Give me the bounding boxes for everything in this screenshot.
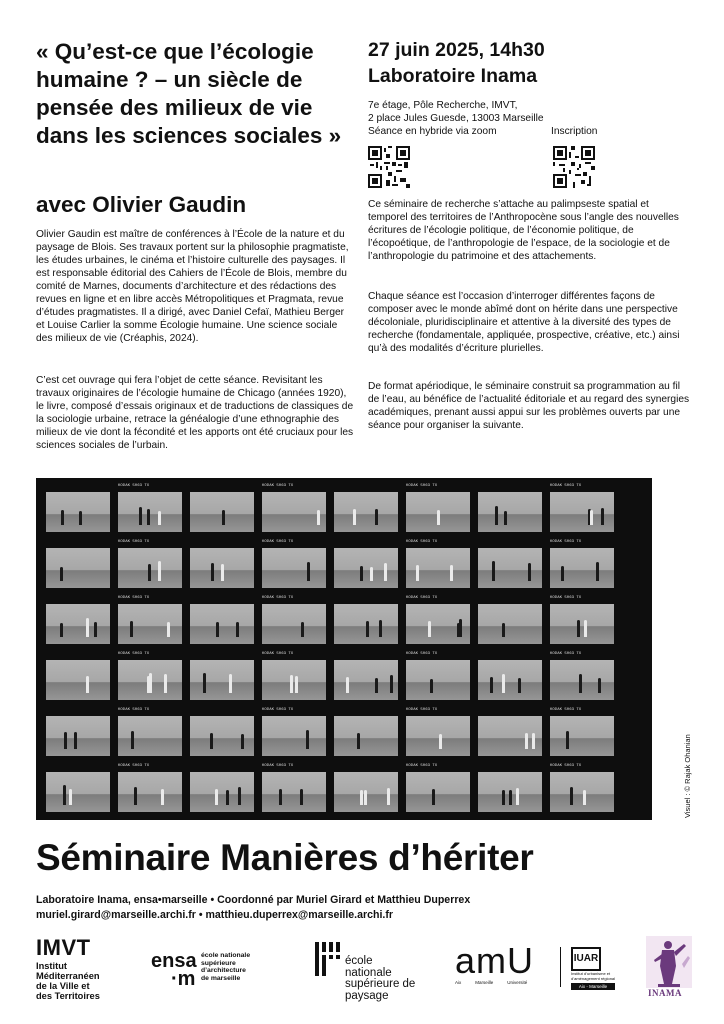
seminar-description-3: De format apériodique, le séminaire construit sa programmation au fil de l’eau, au bénéfice de l’actualité éditoriale et au regard des synergies académiques, prenant aussi appui sur les problèmes ouverts par une séance pour organiser la suivante. bbox=[368, 381, 690, 431]
film-frame bbox=[262, 492, 326, 532]
pedestrian-figure bbox=[583, 790, 586, 805]
film-frame bbox=[190, 772, 254, 812]
film-edge-label: KODAK 5063 TX bbox=[118, 540, 150, 544]
film-frame bbox=[262, 660, 326, 700]
contact-sheet-photo bbox=[36, 478, 652, 820]
film-strip-row bbox=[36, 764, 652, 820]
event-date: 27 juin 2025, 14h30 bbox=[368, 39, 545, 61]
pedestrian-figure bbox=[364, 790, 367, 805]
pedestrian-figure bbox=[79, 511, 82, 525]
pedestrian-figure bbox=[222, 510, 225, 525]
pedestrian-figure bbox=[221, 564, 224, 581]
pedestrian-figure bbox=[158, 511, 161, 525]
paysage-grid-icon bbox=[315, 942, 347, 976]
speaker-bio: Olivier Gaudin est maître de conférences à l’École de la nature et du paysage de Blois. Ses travaux portent sur la philosophie pragmatiste, les études urbaines, le cinéma et l’histoire culturelle des paysages. Il est responsable éditorial des Cahiers de l’École de Blois, membre du comité de Marnes, documents d’architecture et des rédactions des revues en ligne et en libre accès Métropolitiques et Pragmata, revue d’études pragmatistes. Il a dirigé, avec Daniel Cefaï, Mathieu Berger et Louise Carlier la somme Écologie humaine. Une science sociale des milieux de vie (Créaphis, 2024). bbox=[36, 229, 349, 344]
pedestrian-figure bbox=[69, 789, 72, 805]
pedestrian-figure bbox=[134, 787, 137, 805]
pedestrian-figure bbox=[211, 563, 214, 581]
logo-divider bbox=[560, 947, 561, 987]
film-frame bbox=[118, 604, 182, 644]
film-edge-label: KODAK 5063 TX bbox=[550, 484, 582, 488]
pedestrian-figure bbox=[167, 622, 170, 637]
film-frame bbox=[118, 716, 182, 756]
pedestrian-figure bbox=[301, 622, 304, 637]
amu-logo-sub: Marseille bbox=[475, 980, 494, 985]
pedestrian-figure bbox=[360, 790, 363, 805]
pedestrian-figure bbox=[357, 733, 360, 749]
pedestrian-figure bbox=[577, 620, 580, 637]
film-frame bbox=[334, 772, 398, 812]
pedestrian-figure bbox=[147, 509, 150, 525]
pedestrian-figure bbox=[290, 675, 293, 694]
film-edge-label: KODAK 5063 TX bbox=[262, 484, 294, 488]
film-frame bbox=[334, 716, 398, 756]
pedestrian-figure bbox=[502, 790, 505, 805]
pedestrian-figure bbox=[430, 679, 433, 693]
organizers-line: Laboratoire Inama, ensa•marseille • Coordonné par Muriel Girard et Matthieu Duperrex bbox=[36, 894, 471, 906]
film-frame bbox=[478, 604, 542, 644]
pedestrian-figure bbox=[590, 510, 593, 525]
pedestrian-figure bbox=[561, 566, 564, 581]
film-frame bbox=[478, 660, 542, 700]
film-frame bbox=[550, 660, 614, 700]
film-frame bbox=[118, 492, 182, 532]
film-frame bbox=[190, 604, 254, 644]
film-edge-label: KODAK 5063 TX bbox=[118, 596, 150, 600]
pedestrian-figure bbox=[210, 733, 213, 749]
ensa-logo-line: supérieure bbox=[201, 959, 236, 967]
film-frame bbox=[262, 604, 326, 644]
pedestrian-figure bbox=[390, 675, 393, 693]
film-frame bbox=[406, 772, 470, 812]
pedestrian-figure bbox=[601, 508, 604, 525]
iuar-logo-bar: Aix - Marseille bbox=[571, 983, 615, 990]
film-strip-row bbox=[36, 484, 652, 540]
film-frame bbox=[334, 660, 398, 700]
event-address bbox=[368, 100, 544, 125]
film-frame bbox=[406, 716, 470, 756]
pedestrian-figure bbox=[570, 787, 573, 805]
film-strip-row bbox=[36, 540, 652, 596]
film-frame bbox=[406, 492, 470, 532]
film-edge-label: KODAK 5063 TX bbox=[550, 540, 582, 544]
paysage-logo-line: supérieure de bbox=[345, 978, 416, 990]
pedestrian-figure bbox=[518, 678, 521, 693]
pedestrian-figure bbox=[317, 510, 320, 525]
pedestrian-figure bbox=[525, 733, 528, 749]
pedestrian-figure bbox=[241, 734, 244, 749]
film-edge-label: KODAK 5063 TX bbox=[406, 596, 438, 600]
film-strip-row bbox=[36, 708, 652, 764]
paysage-logo-line: école bbox=[345, 955, 373, 967]
ensa-marseille-logo bbox=[151, 950, 251, 990]
pedestrian-figure bbox=[379, 620, 382, 637]
pedestrian-figure bbox=[307, 562, 310, 581]
film-frame bbox=[190, 660, 254, 700]
film-edge-label: KODAK 5063 TX bbox=[118, 708, 150, 712]
ensa-logo-line: de marseille bbox=[201, 974, 241, 982]
pedestrian-figure bbox=[346, 677, 349, 693]
pedestrian-figure bbox=[528, 563, 531, 581]
film-frame bbox=[46, 548, 110, 588]
film-edge-label: KODAK 5063 TX bbox=[550, 764, 582, 768]
film-edge-label: KODAK 5063 TX bbox=[406, 652, 438, 656]
film-frame bbox=[550, 604, 614, 644]
pedestrian-figure bbox=[370, 567, 373, 581]
film-edge-label: KODAK 5063 TX bbox=[406, 764, 438, 768]
pedestrian-figure bbox=[532, 733, 535, 749]
pedestrian-figure bbox=[158, 561, 161, 581]
pedestrian-figure bbox=[437, 510, 440, 525]
pedestrian-figure bbox=[215, 789, 218, 805]
amu-logo-sub: Université bbox=[507, 980, 528, 985]
film-edge-label: KODAK 5063 TX bbox=[118, 484, 150, 488]
pedestrian-figure bbox=[450, 565, 453, 581]
film-frame bbox=[550, 772, 614, 812]
film-strip-row bbox=[36, 652, 652, 708]
film-strip-row bbox=[36, 596, 652, 652]
pedestrian-figure bbox=[216, 622, 219, 637]
pedestrian-figure bbox=[502, 674, 505, 693]
film-edge-label: KODAK 5063 TX bbox=[550, 596, 582, 600]
pedestrian-figure bbox=[495, 506, 498, 525]
film-frame bbox=[478, 772, 542, 812]
pedestrian-figure bbox=[60, 567, 63, 581]
film-frame bbox=[46, 660, 110, 700]
film-frame bbox=[334, 548, 398, 588]
pedestrian-figure bbox=[130, 621, 133, 637]
iuar-logo-small: Institut d’urbanisme et d’aménagement régional bbox=[571, 971, 616, 981]
film-edge-label: KODAK 5063 TX bbox=[406, 540, 438, 544]
film-edge-label: KODAK 5063 TX bbox=[262, 708, 294, 712]
film-edge-label: KODAK 5063 TX bbox=[406, 484, 438, 488]
pedestrian-figure bbox=[94, 622, 97, 637]
imvt-logo-line: des Territoires bbox=[36, 991, 100, 1001]
zoom-qr-code[interactable] bbox=[368, 146, 410, 188]
pedestrian-figure bbox=[148, 564, 151, 581]
pedestrian-figure bbox=[384, 563, 387, 581]
pedestrian-figure bbox=[164, 674, 167, 693]
amu-logo-sub: Aix bbox=[455, 980, 462, 985]
pedestrian-figure bbox=[86, 618, 89, 637]
film-frame bbox=[478, 548, 542, 588]
pedestrian-figure bbox=[502, 623, 505, 637]
film-frame bbox=[478, 492, 542, 532]
pedestrian-figure bbox=[366, 621, 369, 637]
pedestrian-figure bbox=[238, 787, 241, 805]
film-frame bbox=[334, 604, 398, 644]
film-frame bbox=[118, 772, 182, 812]
imvt-logo-line: de la Ville et bbox=[36, 981, 90, 991]
film-edge-label: KODAK 5063 TX bbox=[262, 540, 294, 544]
pedestrian-figure bbox=[295, 676, 298, 693]
pedestrian-figure bbox=[457, 623, 460, 637]
pedestrian-figure bbox=[131, 731, 134, 749]
pedestrian-figure bbox=[579, 674, 582, 693]
pedestrian-figure bbox=[504, 511, 507, 525]
imvt-logo-name: IMVT bbox=[36, 935, 91, 960]
pedestrian-figure bbox=[360, 566, 363, 581]
pedestrian-figure bbox=[306, 730, 309, 749]
pedestrian-figure bbox=[387, 788, 390, 805]
amu-logo-word: amU bbox=[455, 940, 535, 981]
pedestrian-figure bbox=[161, 789, 164, 805]
iuar-logo-box: IUAR bbox=[571, 947, 601, 971]
pedestrian-figure bbox=[203, 673, 206, 693]
film-frame bbox=[190, 716, 254, 756]
film-frame bbox=[262, 772, 326, 812]
seminar-description-2: Chaque séance est l’occasion d’interroger différentes façons de composer avec le monde abîmé dont on hérite dans une perspective décoloniale, pluridisciplinaire et attentive à la diversité des types de recherche (fondamentale, appliquée, prospective, créative, etc.) ainsi qu’à des modalités d’écriture plurielles. bbox=[368, 291, 680, 354]
inama-logo bbox=[646, 936, 692, 1000]
film-frame bbox=[406, 660, 470, 700]
event-venue: Laboratoire Inama bbox=[368, 65, 538, 87]
film-edge-label: KODAK 5063 TX bbox=[406, 708, 438, 712]
film-frame bbox=[550, 548, 614, 588]
pedestrian-figure bbox=[428, 621, 431, 637]
imvt-logo-line: Méditerranéen bbox=[36, 971, 100, 981]
film-frame bbox=[406, 604, 470, 644]
pedestrian-figure bbox=[236, 622, 239, 637]
ensa-logo-mark: ·m bbox=[171, 968, 196, 990]
pedestrian-figure bbox=[226, 790, 229, 805]
pedestrian-figure bbox=[61, 510, 64, 525]
event-title: « Qu’est-ce que l’écologie humaine ? – un siècle de pensée des milieux de vie dans les sciences sociales » bbox=[36, 39, 342, 148]
pedestrian-figure bbox=[375, 678, 378, 693]
film-edge-label: KODAK 5063 TX bbox=[262, 764, 294, 768]
pedestrian-figure bbox=[139, 507, 142, 525]
pedestrian-figure bbox=[509, 790, 512, 805]
photo-credit: Visuel : © Rajak Ohanian bbox=[683, 734, 692, 818]
pedestrian-figure bbox=[74, 732, 77, 749]
film-frame bbox=[46, 772, 110, 812]
film-frame bbox=[406, 548, 470, 588]
ensa-logo-line: d’architecture bbox=[201, 967, 246, 975]
pedestrian-figure bbox=[86, 676, 89, 693]
pedestrian-figure bbox=[432, 789, 435, 805]
speaker-line: avec Olivier Gaudin bbox=[36, 192, 247, 217]
pedestrian-figure bbox=[64, 732, 67, 749]
film-frame bbox=[478, 716, 542, 756]
pedestrian-figure bbox=[147, 676, 150, 693]
film-edge-label: KODAK 5063 TX bbox=[262, 596, 294, 600]
film-frame bbox=[550, 492, 614, 532]
contact-emails: muriel.girard@marseille.archi.fr • matthieu.duperrex@marseille.archi.fr bbox=[36, 909, 394, 921]
pedestrian-figure bbox=[279, 789, 282, 805]
film-edge-label: KODAK 5063 TX bbox=[262, 652, 294, 656]
paysage-logo-line: paysage bbox=[345, 989, 389, 1002]
film-frame bbox=[46, 716, 110, 756]
film-frame bbox=[334, 492, 398, 532]
book-description: C’est cet ouvrage qui fera l’objet de cette séance. Revisitant les travaux originaires de l’écologie humaine de Chicago (années 1920), le livre, composé d’essais originaux et de traductions de classiques de la sociologie urbaine, retrace la généalogie d’une ethnographie des milieux de vie dont la fécondité et les apports ont été cruciaux pour les sciences sociales de l’urbain. bbox=[36, 375, 354, 451]
ensa-logo-mark: ensa bbox=[151, 950, 197, 972]
imvt-logo bbox=[36, 937, 100, 1001]
pedestrian-figure bbox=[598, 678, 601, 693]
hybrid-label: Séance en hybride via zoom bbox=[368, 126, 497, 137]
film-frame bbox=[118, 548, 182, 588]
seminar-title: Séminaire Manières d’hériter bbox=[36, 837, 534, 878]
pedestrian-figure bbox=[492, 561, 495, 581]
address-line: 2 place Jules Guesde, 13003 Marseille bbox=[368, 112, 544, 124]
pedestrian-figure bbox=[353, 509, 356, 526]
ensa-logo-line: école nationale bbox=[201, 952, 251, 959]
pedestrian-figure bbox=[596, 562, 599, 581]
imvt-logo-line: Institut bbox=[36, 961, 67, 971]
film-edge-label: KODAK 5063 TX bbox=[118, 652, 150, 656]
pedestrian-figure bbox=[516, 788, 519, 805]
film-edge-label: KODAK 5063 TX bbox=[118, 764, 150, 768]
paysage-logo-line: nationale bbox=[345, 966, 392, 979]
film-frame bbox=[262, 548, 326, 588]
pedestrian-figure bbox=[63, 785, 66, 805]
film-frame bbox=[550, 716, 614, 756]
film-frame bbox=[46, 492, 110, 532]
pedestrian-figure bbox=[439, 734, 442, 749]
address-line: 7e étage, Pôle Recherche, IMVT, bbox=[368, 100, 518, 111]
film-edge-label: KODAK 5063 TX bbox=[550, 708, 582, 712]
seminar-description-1: Ce séminaire de recherche s’attache au palimpseste spatial et temporel des territoires de l’Anthropocène sous l’angle des nouvelles écritures de l’écologie politique, de l’économie politique, de l’écopoétique, de l’anthropologie de l’espace, de la sociologie et de l’anthropologie du patrimoine et des attachements. bbox=[368, 199, 679, 262]
iuar-logo bbox=[571, 947, 617, 990]
pedestrian-figure bbox=[60, 623, 63, 637]
film-frame bbox=[46, 604, 110, 644]
pedestrian-figure bbox=[566, 731, 569, 749]
pedestrian-figure bbox=[490, 677, 493, 693]
film-edge-label: KODAK 5063 TX bbox=[550, 652, 582, 656]
pedestrian-figure bbox=[375, 509, 378, 525]
film-frame bbox=[190, 548, 254, 588]
pedestrian-figure bbox=[416, 565, 419, 581]
film-frame bbox=[118, 660, 182, 700]
inama-statue-icon bbox=[646, 936, 692, 988]
inscription-qr-code[interactable] bbox=[553, 146, 595, 188]
pedestrian-figure bbox=[584, 620, 587, 637]
film-frame bbox=[190, 492, 254, 532]
inscription-label: Inscription bbox=[551, 126, 598, 137]
film-frame bbox=[262, 716, 326, 756]
pedestrian-figure bbox=[229, 674, 232, 693]
amu-logo bbox=[455, 940, 535, 985]
inama-logo-word: INAMA bbox=[648, 988, 682, 998]
pedestrian-figure bbox=[300, 789, 303, 805]
